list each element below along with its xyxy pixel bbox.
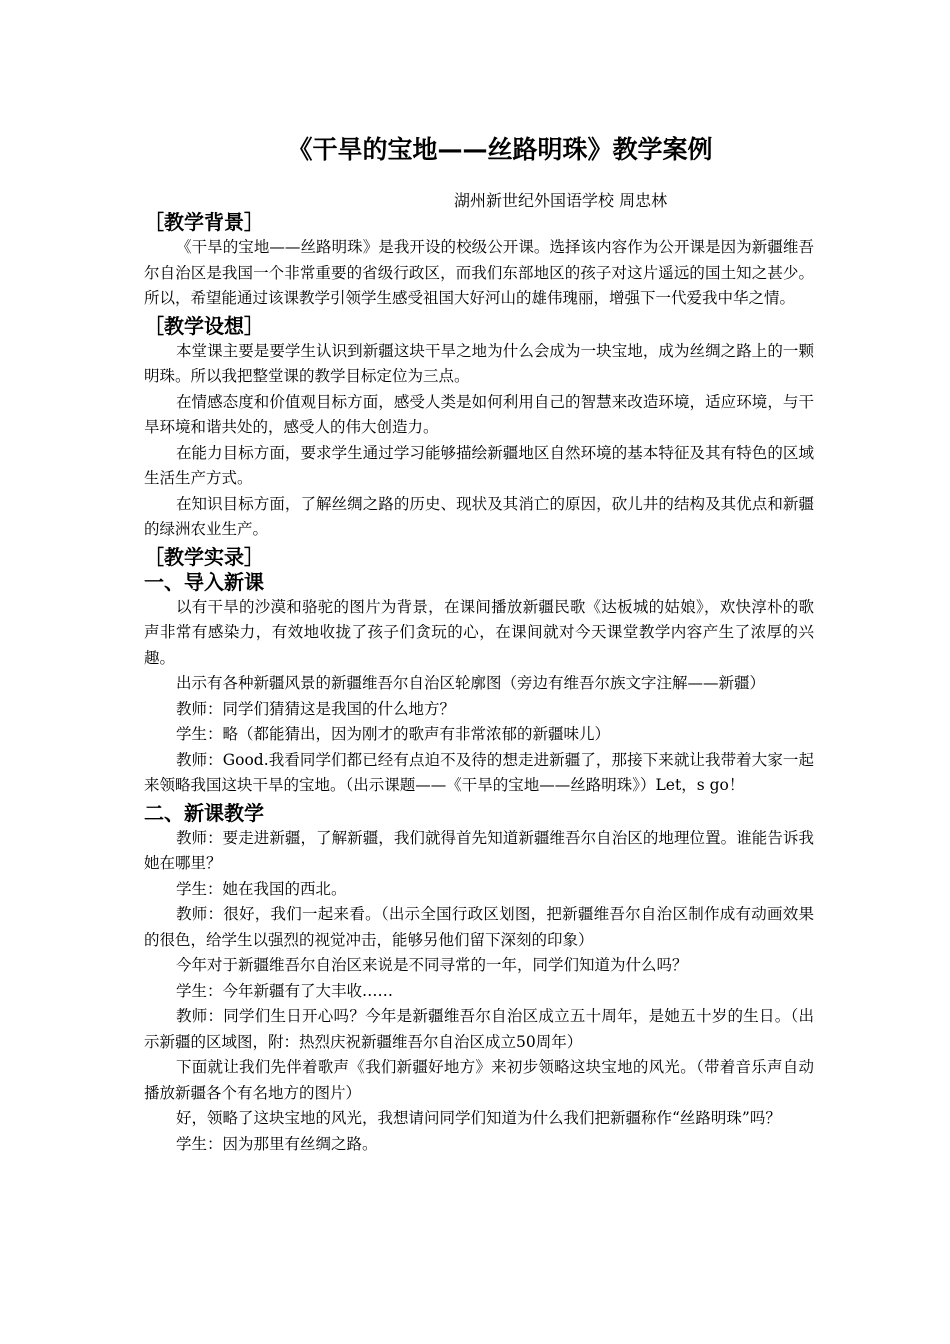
- paragraph: 学生：今年新疆有了大丰收……: [176, 981, 394, 1000]
- author-line: 湖州新世纪外国语学校 周忠林: [454, 191, 668, 210]
- section-heading-record: ［教学实录］: [144, 544, 264, 569]
- paragraph: 教师：要走进新疆，了解新疆，我们就得首先知道新疆维吾尔自治区的地理位置。谁能告诉我她在哪里？: [144, 828, 814, 872]
- paragraph: 学生：她在我国的西北。: [176, 879, 347, 898]
- paragraph: 本堂课主要是要学生认识到新疆这块干旱之地为什么会成为一块宝地，成为丝绸之路上的一颗明珠。所以我把整堂课的教学目标定位为三点。: [144, 341, 814, 385]
- paragraph: 教师：同学们猜猜这是我国的什么地方？: [176, 699, 456, 718]
- paragraph: 学生：略（都能猜出，因为刚才的歌声有非常浓郁的新疆味儿）: [176, 725, 611, 743]
- document-title: 《干旱的宝地——丝路明珠》教学案例: [287, 135, 713, 164]
- paragraph: 在情感态度和价值观目标方面，感受人类是如何利用自己的智慧来改造环境，适应环境，与干旱环境和谐共处的，感受人的伟大创造力。: [144, 392, 814, 436]
- paragraph: 下面就让我们先伴着歌声《我们新疆好地方》来初步领略这块宝地的风光。（带着音乐声自动播放新疆各个有名地方的图片）: [144, 1058, 814, 1102]
- document-body: [144, 210, 814, 1157]
- paragraph: 学生：因为那里有丝绸之路。: [176, 1134, 378, 1153]
- section-heading-background: ［教学背景］: [144, 210, 264, 234]
- paragraph: 教师：同学们生日开心吗？今年是新疆维吾尔自治区成立五十周年，是她五十岁的生日。（出示新疆的区域图，附：热烈庆祝新疆维吾尔自治区成立50周年）: [144, 1007, 814, 1051]
- paragraph: 教师：很好，我们一起来看。（出示全国行政区划图，把新疆维吾尔自治区制作成有动画效果的很色，给学生以强烈的视觉冲击，能够另他们留下深刻的印象）: [144, 905, 814, 949]
- paragraph: 教师：Good.我看同学们都已经有点迫不及待的想走进新疆了，那接下来就让我带着大家一起来领略我国这块干旱的宝地。（出示课题——《干旱的宝地——丝路明珠》）Let，s go！: [144, 750, 814, 794]
- paragraph: 在能力目标方面，要求学生通过学习能够描绘新疆地区自然环境的基本特征及其有特色的区域生活生产方式。: [144, 443, 814, 487]
- paragraph: 以有干旱的沙漠和骆驼的图片为背景，在课间播放新疆民歌《达板城的姑娘》，欢快淳朴的歌声非常有感染力，有效地收拢了孩子们贪玩的心，在课间就对今天课堂教学内容产生了浓厚的兴趣。: [144, 597, 814, 667]
- paragraph: 在知识目标方面，了解丝绸之路的历史、现状及其消亡的原因，砍儿井的结构及其优点和新疆的绿洲农业生产。: [144, 494, 814, 538]
- paragraph: 出示有各种新疆风景的新疆维吾尔自治区轮廓图（旁边有维吾尔族文字注解——新疆）: [176, 674, 766, 692]
- paragraph: 好，领略了这块宝地的风光，我想请问同学们知道为什么我们把新疆称作“丝路明珠”吗？: [176, 1109, 781, 1127]
- subsection-heading-new-lesson: 二、新课教学: [144, 800, 264, 825]
- paragraph: 《干旱的宝地——丝路明珠》是我开设的校级公开课。选择该内容作为公开课是因为新疆维吾尔自治区是我国一个非常重要的省级行政区，而我们东部地区的孩子对这片遥远的国土知之甚少。所以，希望能通过该课教学引领学生感受祖国大好河山的雄伟瑰丽，增强下一代爱我中华之情。: [144, 238, 814, 307]
- paragraph: 今年对于新疆维吾尔自治区来说是不同寻常的一年，同学们知道为什么吗？: [176, 956, 688, 974]
- subsection-heading-intro: 一、导入新课: [144, 569, 264, 594]
- section-heading-design: ［教学设想］: [144, 313, 264, 338]
